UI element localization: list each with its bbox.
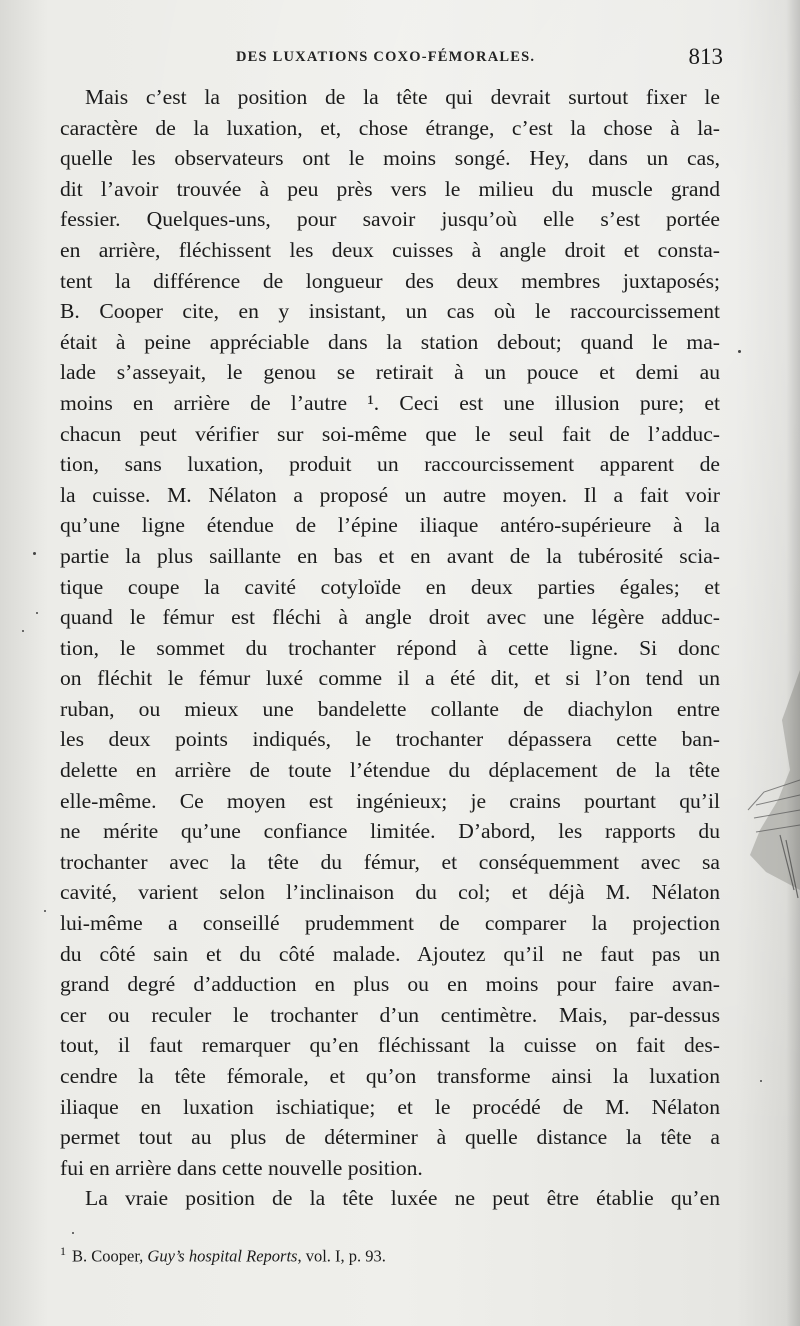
text-line: Mais c’est la position de la tête qui devrait surtout fixer le	[85, 85, 720, 109]
text-line: delette en arrière de toute l’étendue du déplacement de la tête	[60, 758, 720, 783]
text-line: grand degré d’adduction en plus ou en moins pour faire avan-	[60, 972, 720, 997]
text-line: La vraie position de la tête luxée ne peut être établie qu’en	[85, 1186, 720, 1211]
text-line: cer ou reculer le trochanter d’un centimètre. Mais, par-dessus	[60, 1002, 720, 1027]
text-line: tion, le sommet du trochanter répond à cette ligne. Si donc	[60, 635, 720, 660]
footnote-ref: , vol. I, p. 93.	[297, 1246, 386, 1266]
text-line: du côté sain et du côté malade. Ajoutez qu’il ne faut pas un	[60, 941, 720, 966]
page-number: 813	[688, 44, 723, 69]
text-line: partie la plus saillante en bas et en avant de la tubérosité scia-	[60, 543, 720, 568]
text-line: quand le fémur est fléchi à angle droit avec une légère adduc-	[60, 605, 720, 630]
text-line: les deux points indiqués, le trochanter dépassera cette ban-	[60, 727, 720, 752]
page-edge-shadow	[786, 0, 800, 1326]
text-line: tent la différence de longueur des deux membres juxtaposés;	[60, 268, 720, 293]
running-head	[60, 44, 725, 74]
text-line: trochanter avec la tête du fémur, et conséquemment avec sa	[60, 849, 720, 874]
text-line: était à peine appréciable dans la station debout; quand le ma-	[60, 329, 720, 354]
text-line: qu’une ligne étendue de l’épine iliaque antéro-supérieure à la	[60, 513, 720, 538]
body-text	[60, 82, 720, 1214]
text-line: chacun peut vérifier sur soi-même que le seul fait de l’adduc-	[60, 421, 720, 446]
text-line: lade s’asseyait, le genou se retirait à un pouce et demi au	[60, 360, 720, 385]
text-line: fui en arrière dans cette nouvelle position.	[60, 1155, 423, 1180]
text-line: elle-même. Ce moyen est ingénieux; je crains pourtant qu’il	[60, 788, 720, 813]
text-line: quelle les observateurs ont le moins songé. Hey, dans un cas,	[60, 146, 720, 171]
footnote-mark: 1	[60, 1244, 66, 1258]
text-line: moins en arrière de l’autre ¹. Ceci est une illusion pure; et	[60, 390, 720, 415]
text-line: lui-même a conseillé prudemment de comparer la projection	[60, 911, 720, 936]
text-line: permet tout au plus de déterminer à quelle distance la tête a	[60, 1125, 720, 1150]
text-line: tout, il faut remarquer qu’en fléchissant la cuisse on fait des-	[60, 1033, 720, 1058]
footnote-author: B. Cooper,	[72, 1246, 144, 1266]
text-line: ruban, ou mieux une bandelette collante de diachylon entre	[60, 696, 720, 721]
text-line: fessier. Quelques-uns, pour savoir jusqu’où elle s’est portée	[60, 207, 720, 232]
text-line: en arrière, fléchissent les deux cuisses à angle droit et consta-	[60, 237, 720, 262]
text-line: ne mérite qu’une confiance limitée. D’abord, les rapports du	[60, 819, 720, 844]
running-title: DES LUXATIONS COXO-FÉMORALES.	[236, 49, 536, 65]
footnote-title: Guy’s hospital Reports	[147, 1246, 298, 1266]
text-line: tion, sans luxation, produit un raccourcissement apparent de	[60, 452, 720, 477]
text-line: cendre la tête fémorale, et qu’on transforme ainsi la luxation	[60, 1064, 720, 1088]
text-line: dit l’avoir trouvée à peu près vers le milieu du muscle grand	[60, 176, 720, 201]
text-line: cavité, varient selon l’inclinaison du col; et déjà M. Nélaton	[60, 880, 720, 905]
text-line: la cuisse. M. Nélaton a proposé un autre moyen. Il a fait voir	[60, 482, 720, 507]
text-line: B. Cooper cite, en y insistant, un cas où le raccourcissement	[60, 299, 720, 324]
footnote	[60, 1240, 660, 1268]
text-line: on fléchit le fémur luxé comme il a été dit, et si l’on tend un	[60, 666, 720, 691]
text-line: caractère de la luxation, et, chose étrange, c’est la chose à la-	[60, 115, 720, 140]
text-line: iliaque en luxation ischiatique; et le procédé de M. Nélaton	[60, 1094, 720, 1119]
text-line: tique coupe la cavité cotyloïde en deux parties égales; et	[60, 574, 720, 599]
